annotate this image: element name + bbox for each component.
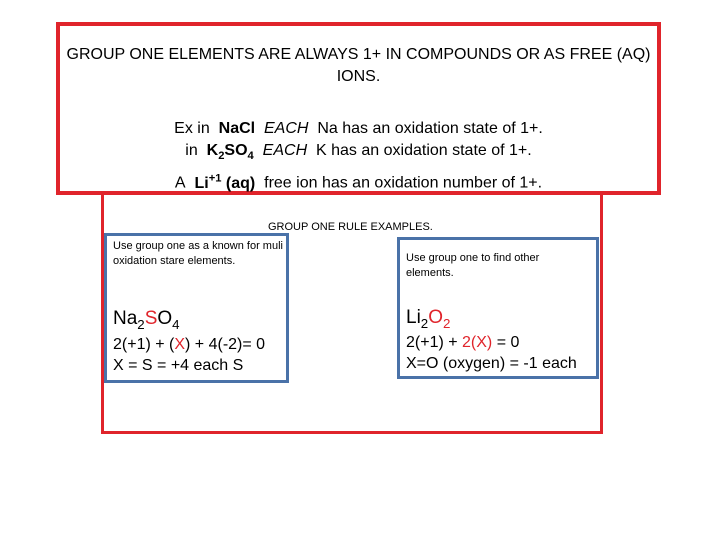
left-panel-note: Use group one as a known for muli oxidation stare elements. — [113, 240, 283, 267]
right-equations — [406, 332, 577, 374]
example-line-2: in $K_2SO_4$ EACH K has an oxidation state of 1+. — [185, 142, 532, 163]
rules-heading: GROUP ONE RULE EXAMPLES. — [268, 221, 433, 233]
right-panel-note: Use group one to find other elements. — [406, 252, 540, 279]
left-equation-1: 2(+1) + (X) + 4(-2)= 0 — [113, 336, 266, 353]
left-equations — [113, 334, 265, 376]
slide-title: GROUP ONE ELEMENTS ARE ALWAYS 1+ IN COMPOUNDS OR AS FREE (AQ) IONS. — [66, 46, 651, 85]
right-formula: $Li_2O_2$ — [406, 307, 451, 331]
right-equation-2: X=O (oxygen) = -1 each — [406, 355, 577, 372]
right-equation-1: 2(+1) + 2(X) = 0 — [406, 334, 520, 351]
left-formula: $Na_2SO_4$ — [113, 308, 180, 332]
example-line-1: Ex in NaCl EACH Na has an oxidation state of 1+. — [174, 120, 543, 137]
title-box — [56, 22, 661, 195]
example-line-3: A $Li^{+1}$ (aq) free ion has an oxidation number of 1+. — [174, 172, 543, 192]
left-example-panel — [104, 233, 289, 383]
right-example-panel — [397, 237, 599, 379]
examples-text — [60, 118, 657, 195]
left-equation-2: X = S = +4 each S — [113, 357, 244, 374]
